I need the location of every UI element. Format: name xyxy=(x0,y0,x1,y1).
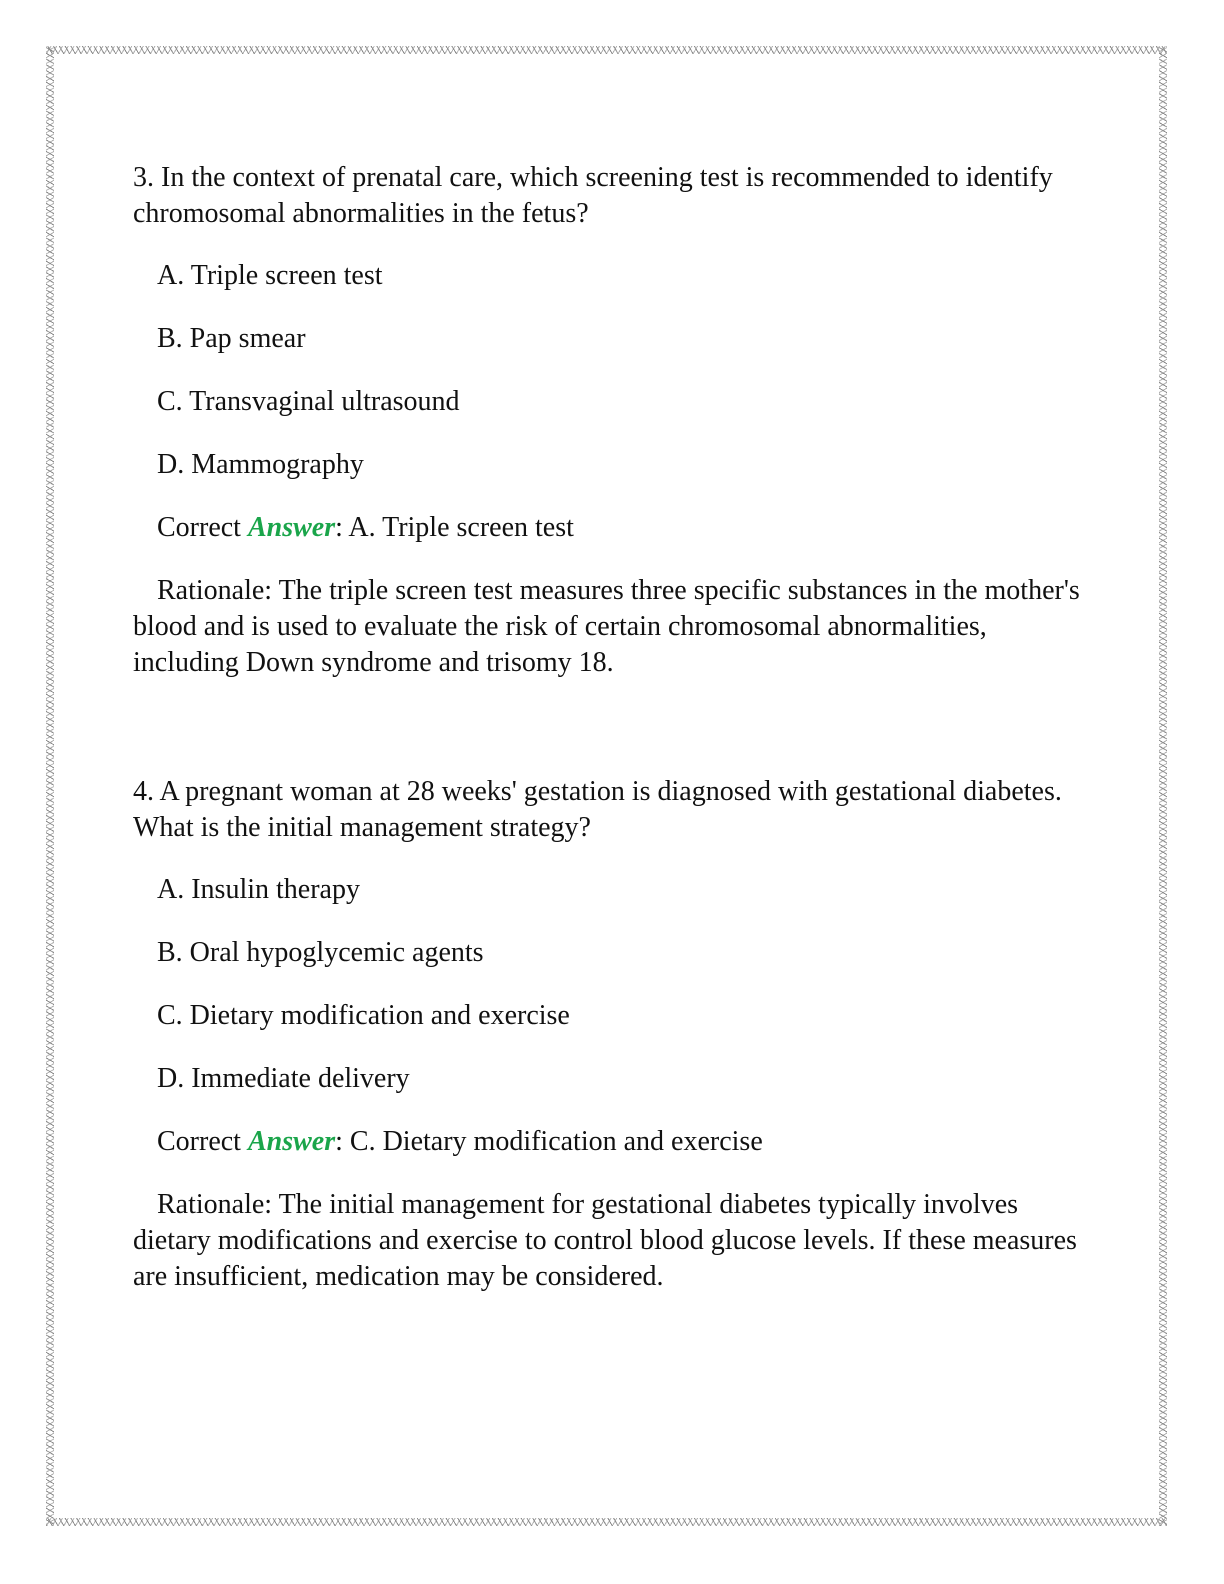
page-border-top xyxy=(46,46,1167,54)
rationale: Rationale: The triple screen test measures three specific substances in the mother's blood and is used to evaluate the risk of certain chromosomal abnormalities, including Down syndrome and trisomy 18. xyxy=(133,575,1080,678)
page-border-bottom xyxy=(46,1518,1167,1526)
answer-prefix: Correct xyxy=(157,512,248,543)
answer-prefix: Correct xyxy=(157,1126,248,1157)
rationale: Rationale: The initial management for gestational diabetes typically involves dietary modifications and exercise to control blood glucose levels. If these measures are insufficient, medication may be considered. xyxy=(133,1189,1077,1292)
option-d: D. Immediate delivery xyxy=(157,1063,410,1094)
document-content xyxy=(133,160,1093,1295)
answer-label: Answer xyxy=(247,512,336,543)
answer-label: Answer xyxy=(247,1126,336,1157)
answer-value: : A. Triple screen test xyxy=(335,512,574,543)
option-c: C. Dietary modification and exercise xyxy=(157,1000,570,1031)
question-4 xyxy=(133,774,1093,1295)
option-b: B. Oral hypoglycemic agents xyxy=(157,937,484,968)
correct-answer xyxy=(157,510,1093,546)
option-d: D. Mammography xyxy=(157,449,364,480)
option-a: A. Triple screen test xyxy=(157,260,383,291)
option-b: B. Pap smear xyxy=(157,323,306,354)
answer-value: : C. Dietary modification and exercise xyxy=(335,1126,763,1157)
page-border-left xyxy=(46,46,54,1526)
option-c: C. Transvaginal ultrasound xyxy=(157,386,460,417)
question-3 xyxy=(133,160,1093,681)
option-a: A. Insulin therapy xyxy=(157,874,360,905)
page-border-right xyxy=(1159,46,1167,1526)
question-stem: 4. A pregnant woman at 28 weeks' gestation is diagnosed with gestational diabetes. What is the initial management strategy? xyxy=(133,776,1062,843)
correct-answer xyxy=(157,1124,1093,1160)
question-stem: 3. In the context of prenatal care, which screening test is recommended to identify chromosomal abnormalities in the fetus? xyxy=(133,162,1053,229)
